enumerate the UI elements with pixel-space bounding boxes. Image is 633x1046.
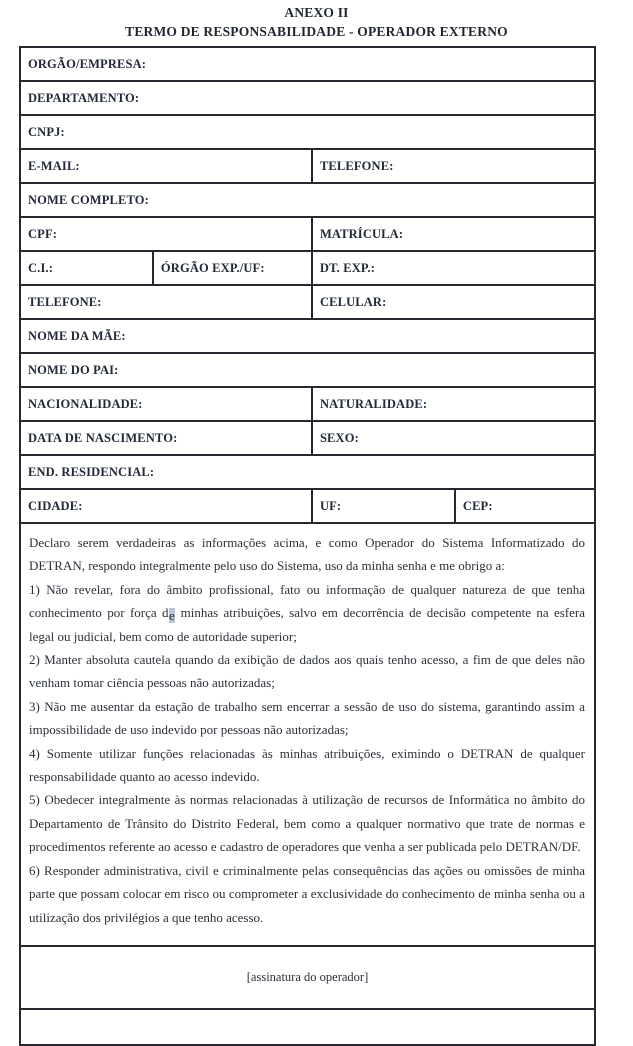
field-label: NOME COMPLETO: — [28, 192, 149, 207]
field-label: C.I.: — [28, 260, 54, 275]
highlighted-character: e — [169, 608, 175, 624]
declaration-item-6: 6) Responder administrativa, civil e criminalmente pelas consequências das ações ou omissões de minha parte que possam colocar em risco ou comprometer a exclusividade do conhecimento de minha senha ou a utilização dos privilégios a que tenho acesso. — [29, 862, 585, 925]
field-label: SEXO: — [319, 430, 359, 445]
signature-row — [21, 947, 594, 1010]
declaration-item-1 — [29, 578, 585, 648]
row-nome-da-mae — [21, 320, 594, 354]
field-label: CPF: — [28, 226, 58, 241]
declaration-item-2: 2) Manter absoluta cautela quando da exibição de dados aos quais tenho acesso, a fim de que deles não venham tomar ciência pessoas não autorizadas; — [29, 652, 585, 691]
title-line-annex: ANEXO II — [284, 5, 349, 20]
field-label: TELEFONE: — [28, 294, 102, 309]
field-label: E-MAIL: — [28, 158, 80, 173]
field-label: NATURALIDADE: — [319, 396, 428, 411]
field-label: ORGÃO/EMPRESA: — [28, 56, 147, 71]
field-label: NACIONALIDADE: — [28, 396, 143, 411]
field-label: DATA DE NASCIMENTO: — [28, 430, 178, 445]
field-nome-do-pai — [21, 354, 594, 386]
row-nome-completo — [21, 184, 594, 218]
field-data-de-nascimento — [21, 422, 313, 454]
field-sexo — [313, 422, 594, 454]
declaration-item-5: 5) Obedecer integralmente às normas relacionadas à utilização de recursos de Informática no âmbito do Departamento de Trânsito do Distrito Federal, bem como a qualquer normativo que trate de normas e procedimentos referente ao acesso e cadastro de operadores que venha a ser publicada pelo DETRAN/DF. — [29, 792, 585, 855]
field-end-residencial — [21, 456, 594, 488]
partial-bottom-row — [21, 1010, 594, 1044]
field-label: DT. EXP.: — [319, 260, 376, 275]
field-orgao-exp-uf — [154, 252, 313, 284]
field-celular — [313, 286, 594, 318]
declaration-item-1-before: 1) Não revelar, fora do âmbito profissional, fato ou informação de qualquer natureza de que tenha conhecimento por força d — [29, 581, 585, 621]
field-label: ÓRGÃO EXP./UF: — [160, 260, 265, 275]
row-orgao-empresa — [21, 48, 594, 82]
field-dt-exp — [313, 252, 594, 284]
row-email-telefone — [21, 150, 594, 184]
document-title — [0, 4, 633, 41]
field-label: CNPJ: — [28, 124, 65, 139]
field-orgao-empresa — [21, 48, 594, 80]
row-cpf-matricula — [21, 218, 594, 252]
field-label: CELULAR: — [319, 294, 387, 309]
row-data-nascimento-sexo — [21, 422, 594, 456]
declaration-item-4: 4) Somente utilizar funções relacionadas às minhas atribuições, eximindo o DETRAN de qualquer responsabilidade quanto ao acesso indevido. — [29, 745, 585, 785]
declaration-item-1-after: minhas atribuições, salvo em decorrência de decisão competente na esfera legal ou judicial, bem como de autoridade superior; — [29, 605, 585, 644]
field-label: DEPARTAMENTO: — [28, 90, 140, 105]
field-label: TELEFONE: — [319, 158, 394, 173]
field-label: MATRÍCULA: — [319, 226, 404, 241]
field-matricula — [313, 218, 594, 250]
field-label: NOME DO PAI: — [28, 362, 119, 377]
field-cidade — [21, 490, 313, 522]
field-telefone-2 — [21, 286, 313, 318]
row-nome-do-pai — [21, 354, 594, 388]
declaration-text-block — [21, 524, 594, 947]
field-ci — [21, 252, 154, 284]
field-telefone-1 — [313, 150, 594, 182]
field-nome-completo — [21, 184, 594, 216]
field-label: CEP: — [462, 498, 493, 513]
field-naturalidade — [313, 388, 594, 420]
row-cnpj — [21, 116, 594, 150]
field-departamento — [21, 82, 594, 114]
field-email — [21, 150, 313, 182]
field-uf — [313, 490, 456, 522]
responsibility-form-table — [19, 46, 596, 1046]
title-line-term: TERMO DE RESPONSABILIDADE - OPERADOR EXTERNO — [125, 23, 508, 39]
field-label: CIDADE: — [28, 498, 83, 513]
row-nacionalidade-naturalidade — [21, 388, 594, 422]
row-end-residencial — [21, 456, 594, 490]
row-cidade-uf-cep — [21, 490, 594, 524]
field-label: END. RESIDENCIAL: — [28, 464, 155, 479]
field-cpf — [21, 218, 313, 250]
row-ci-orgao-exp-dt-exp — [21, 252, 594, 286]
field-label: NOME DA MÃE: — [28, 328, 126, 343]
row-telefone-celular — [21, 286, 594, 320]
field-label: UF: — [319, 498, 342, 513]
field-cnpj — [21, 116, 594, 148]
field-cep — [456, 490, 594, 522]
signature-placeholder: [assinatura do operador] — [246, 970, 369, 984]
declaration-intro: Declaro serem verdadeiras as informações acima, e como Operador do Sistema Informatizado do DETRAN, respondo integralmente pelo uso do Sistema, uso da minha senha e me obrigo a: — [29, 535, 585, 574]
declaration-item-3: 3) Não me ausentar da estação de trabalho sem encerrar a sessão de uso do sistema, garantindo assim a impossibilidade de uso indevido por pessoas não autorizadas; — [29, 698, 585, 738]
field-nacionalidade — [21, 388, 313, 420]
row-departamento — [21, 82, 594, 116]
field-nome-da-mae — [21, 320, 594, 352]
